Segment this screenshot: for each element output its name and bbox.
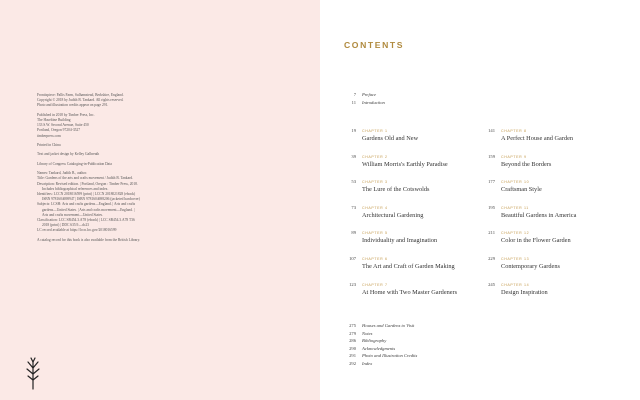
chapter-page-number: 245 bbox=[488, 281, 495, 287]
imprint-paragraph bbox=[37, 171, 277, 233]
chapter-page-number: 159 bbox=[488, 153, 495, 159]
chapter-title: Color in the Flower Garden bbox=[501, 237, 571, 245]
toc-entry-title: Index bbox=[362, 360, 373, 366]
chapter-title: Craftsman Style bbox=[501, 186, 542, 194]
imprint-line: Photo and illustration credits appear on page 291. bbox=[37, 103, 109, 108]
imprint-line: Copyright © 2018 by Judith B. Tankard. All rights reserved. bbox=[37, 98, 124, 103]
imprint-paragraph bbox=[37, 238, 277, 243]
chapter-entry bbox=[483, 282, 623, 306]
chapter-entry bbox=[483, 205, 623, 229]
toc-entry-title: Introduction bbox=[362, 99, 385, 105]
imprint-line: Printed in China bbox=[37, 143, 61, 147]
imprint-line: ISBN 9781604698947 | ISBN 9781604698206 (jacketed hardcover) bbox=[42, 197, 140, 202]
chapter-label: CHAPTER 4 bbox=[362, 205, 388, 210]
toc-page-number: 275 bbox=[349, 323, 356, 328]
chapter-entry bbox=[344, 128, 484, 152]
chapter-title: Gardens Old and New bbox=[362, 135, 419, 142]
toc-entry-title: Photo and Illustration Credits bbox=[362, 353, 418, 359]
chapter-entry bbox=[483, 179, 623, 203]
imprint-line: Library of Congress Cataloging-in-Publication Data bbox=[37, 161, 112, 166]
chapter-page-number: 39 bbox=[351, 153, 356, 159]
toc-page-number: 279 bbox=[349, 330, 356, 336]
chapter-label: CHAPTER 11 bbox=[501, 205, 529, 210]
chapter-label: CHAPTER 6 bbox=[362, 257, 388, 261]
imprint-line: Names: Tankard, Judith B., author. bbox=[37, 171, 87, 176]
chapter-label: CHAPTER 9 bbox=[501, 154, 527, 159]
chapter-title: Design Inspiration bbox=[501, 288, 548, 296]
chapter-page-number: 53 bbox=[351, 179, 356, 185]
chapter-title: The Art and Craft of Garden Making bbox=[362, 263, 455, 270]
imprint-line: A catalog record for this book is also available from the British Library. bbox=[37, 237, 141, 242]
imprint-line: 2018 (print) | DDC 635.9—dc23 bbox=[42, 223, 89, 228]
chapter-entry bbox=[483, 256, 623, 280]
chapter-title: Architectural Gardening bbox=[362, 211, 424, 219]
chapter-entry bbox=[483, 128, 623, 152]
imprint-line: Text and jacket design by Kelley Galbreath bbox=[37, 152, 100, 157]
imprint-paragraph bbox=[37, 152, 277, 157]
chapter-label: CHAPTER 10 bbox=[501, 180, 530, 185]
chapter-entry bbox=[344, 230, 484, 254]
imprint-line: Arts and crafts movement—United States. bbox=[42, 212, 103, 217]
chapter-page-number: 211 bbox=[488, 230, 495, 236]
chapter-label: CHAPTER 14 bbox=[501, 282, 530, 287]
chapter-label: CHAPTER 2 bbox=[362, 154, 388, 159]
imprint-paragraph bbox=[37, 93, 277, 109]
chapter-label: CHAPTER 3 bbox=[362, 180, 388, 185]
contents-heading: CONTENTS bbox=[344, 40, 405, 50]
chapter-label: CHAPTER 5 bbox=[362, 231, 388, 236]
imprint-line: Title: Gardens of the arts and crafts movement / Judith B. Tankard. bbox=[37, 176, 134, 181]
chapter-page-number: 123 bbox=[349, 281, 356, 287]
chapter-entry bbox=[483, 230, 623, 254]
chapter-page-number: 89 bbox=[351, 230, 356, 236]
chapter-entry bbox=[483, 154, 623, 178]
imprint-line: Portland, Oregon 97204-3527 bbox=[37, 128, 81, 133]
chapter-title: A Perfect House and Garden bbox=[501, 135, 574, 142]
chapter-title: Individuality and Imagination bbox=[362, 237, 438, 245]
imprint-paragraph bbox=[37, 143, 277, 148]
toc-page-number: 290 bbox=[349, 345, 356, 351]
toc-page-number: 286 bbox=[349, 338, 356, 344]
imprint-line: The Haseltine Building bbox=[37, 118, 71, 122]
toc-entry-title: Preface bbox=[362, 92, 377, 97]
chapter-title: At Home with Two Master Gardeners bbox=[362, 288, 458, 296]
toc-entry-title: Notes bbox=[362, 330, 373, 336]
copyright-imprint bbox=[37, 93, 277, 247]
chapter-page-number: 141 bbox=[488, 128, 495, 133]
imprint-line: Frontispiece: Pallis Farm, Sulhamstead, Berkshire, England. bbox=[37, 93, 124, 97]
toc-page-number: 292 bbox=[349, 360, 356, 366]
chapter-title: William Morris's Earthly Paradise bbox=[362, 160, 448, 168]
toc-page-number: 291 bbox=[349, 353, 356, 359]
tree-logo-icon bbox=[25, 356, 41, 390]
chapter-entry bbox=[344, 154, 484, 178]
chapter-label: CHAPTER 7 bbox=[362, 282, 388, 287]
chapter-entry bbox=[344, 256, 484, 280]
chapter-page-number: 229 bbox=[488, 256, 495, 261]
chapter-label: CHAPTER 13 bbox=[501, 257, 530, 261]
toc-page-number: 7 bbox=[353, 92, 356, 97]
chapter-title: Beyond the Borders bbox=[501, 160, 552, 168]
toc-page-number: 11 bbox=[351, 99, 356, 105]
chapter-entry bbox=[344, 179, 484, 203]
imprint-paragraph bbox=[37, 162, 277, 167]
imprint-line: timberpress.com bbox=[37, 133, 61, 138]
chapter-label: CHAPTER 8 bbox=[501, 129, 527, 133]
chapter-page-number: 177 bbox=[488, 179, 495, 185]
toc-entry-title: Houses and Gardens to Visit bbox=[362, 323, 415, 328]
imprint-line: Includes bibliographical references and index. bbox=[42, 186, 109, 191]
chapter-page-number: 19 bbox=[351, 128, 356, 133]
chapter-page-number: 73 bbox=[351, 204, 356, 210]
imprint-line: Classification: LCC SB454.3.A78 (ebook) | LCC SB454.3.A78 T36 bbox=[37, 218, 135, 222]
chapter-title: Beautiful Gardens in America bbox=[501, 211, 577, 219]
chapter-page-number: 107 bbox=[349, 256, 356, 261]
chapter-entry bbox=[344, 282, 484, 306]
chapter-label: CHAPTER 1 bbox=[362, 129, 388, 133]
chapter-title: The Lure of the Cotswolds bbox=[362, 186, 430, 194]
imprint-line: gardens—United States. | Arts and crafts movement—England. | bbox=[42, 207, 135, 212]
toc-entry-title: Bibliography bbox=[362, 338, 387, 344]
chapter-page-number: 195 bbox=[488, 204, 495, 210]
toc-entry-title: Acknowledgments bbox=[362, 345, 396, 351]
chapter-title: Contemporary Gardens bbox=[501, 263, 560, 270]
chapter-entry bbox=[344, 205, 484, 229]
imprint-paragraph bbox=[37, 113, 277, 139]
chapter-label: CHAPTER 12 bbox=[501, 231, 530, 236]
imprint-line: Identifiers: LCCN 2018016599 (print) | LCCN 2018021828 (ebook) bbox=[37, 191, 136, 196]
imprint-line: LC record available at https://lccn.loc.gov/2018016599 bbox=[37, 228, 117, 233]
imprint-line: Description: Revised edition. | Portland, Oregon : Timber Press, 2018. bbox=[37, 181, 138, 186]
imprint-line: 133 S.W. Second Avenue, Suite 450 bbox=[37, 123, 89, 128]
imprint-line: Published in 2018 by Timber Press, Inc. bbox=[37, 112, 95, 117]
imprint-line: Subjects: LCSH: Arts and crafts gardens—England. | Arts and crafts bbox=[37, 202, 136, 207]
